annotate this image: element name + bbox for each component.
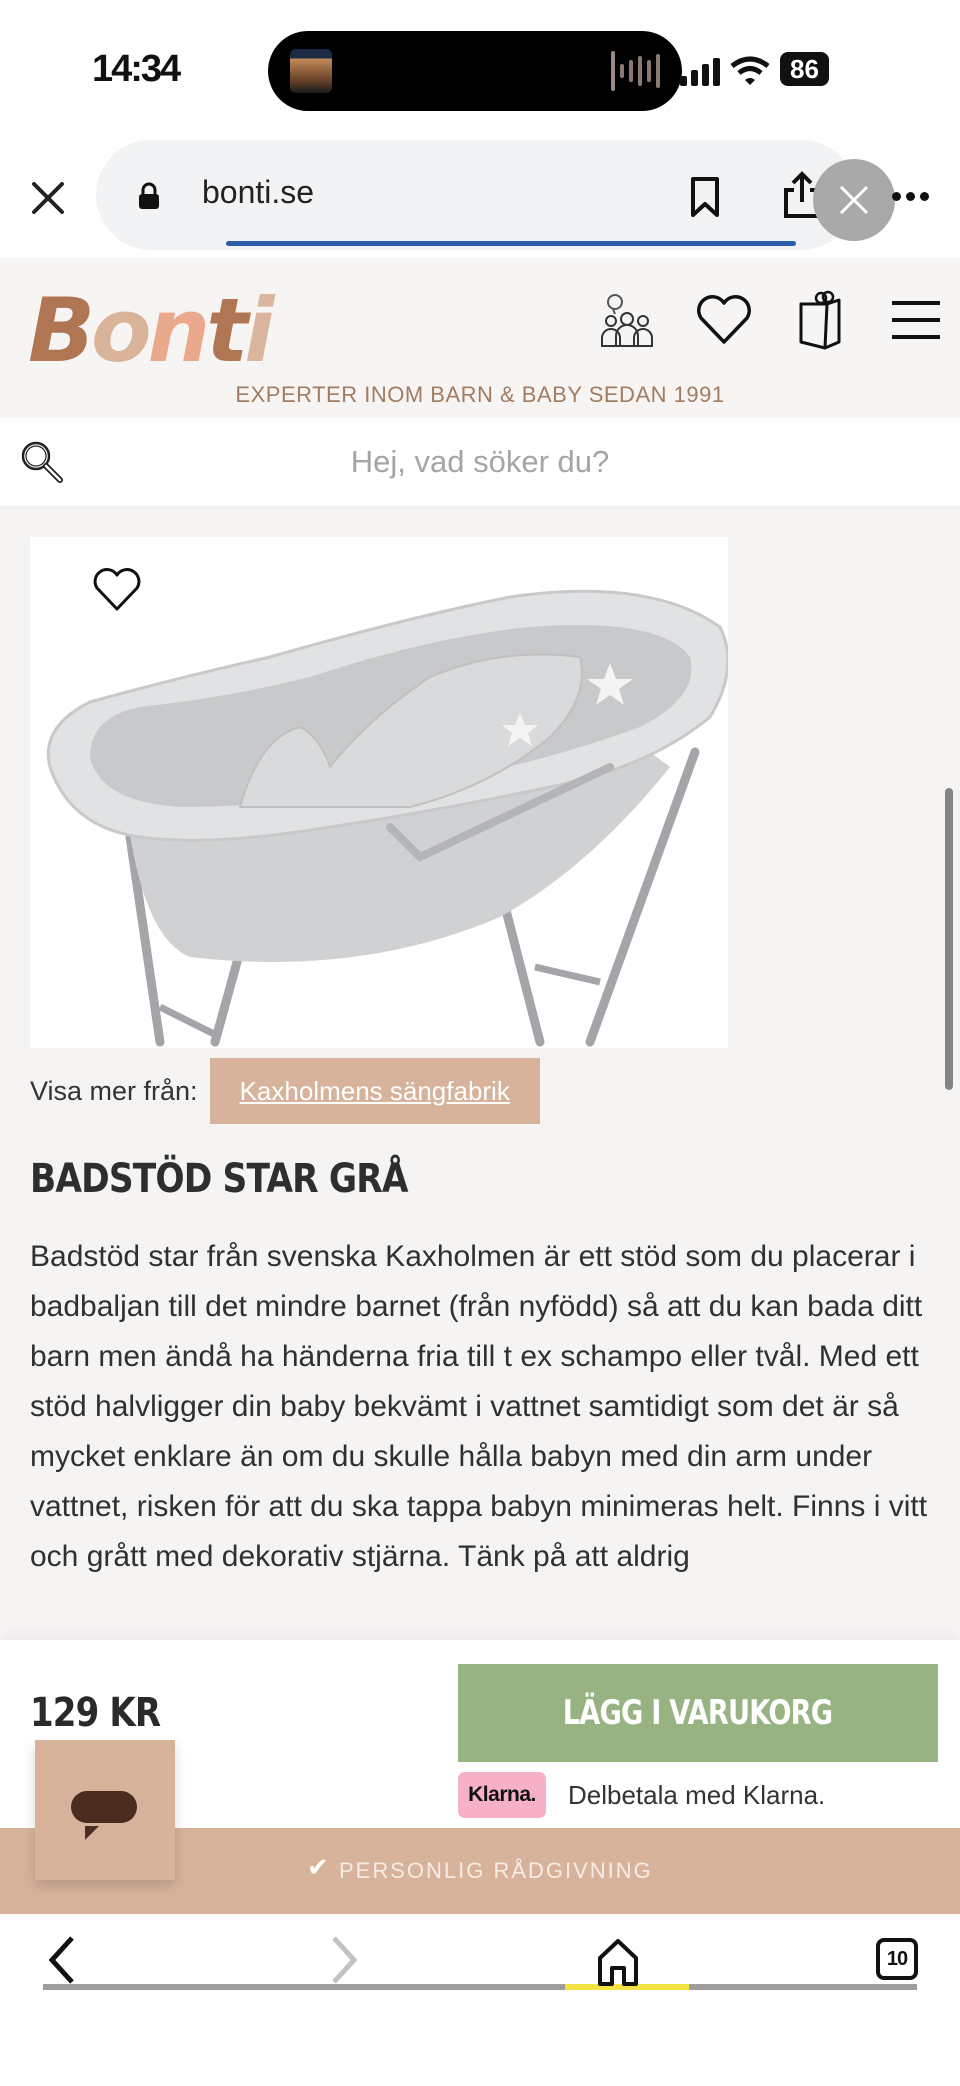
shopping-bag-icon[interactable] bbox=[790, 288, 850, 352]
home-icon[interactable] bbox=[596, 1938, 640, 1986]
product-title: BADSTÖD STAR GRÅ bbox=[30, 1156, 408, 1202]
search-input[interactable] bbox=[80, 434, 880, 490]
brand-label: Visa mer från: bbox=[30, 1075, 198, 1106]
chat-bubble-icon bbox=[71, 1791, 137, 1823]
status-bar bbox=[0, 0, 960, 140]
product-image[interactable] bbox=[30, 537, 728, 1048]
community-icon[interactable] bbox=[598, 288, 658, 352]
hamburger-menu-icon[interactable] bbox=[886, 288, 946, 352]
wifi-icon bbox=[730, 56, 770, 86]
bookmark-icon[interactable] bbox=[690, 176, 720, 218]
brand-row bbox=[30, 1058, 540, 1124]
close-icon bbox=[838, 184, 870, 216]
cellular-signal-icon bbox=[680, 56, 720, 86]
status-time: 14:34 bbox=[92, 48, 180, 90]
chat-button[interactable] bbox=[35, 1740, 175, 1880]
page-scrollbar[interactable] bbox=[945, 788, 953, 1090]
back-arrow-icon[interactable] bbox=[42, 1934, 82, 1986]
audio-waveform-icon bbox=[611, 49, 660, 93]
logo-letter: n bbox=[147, 279, 207, 382]
search-icon[interactable] bbox=[18, 438, 66, 486]
site-tagline: EXPERTER INOM BARN & BABY SEDAN 1991 bbox=[235, 382, 725, 407]
tabs-counter-button[interactable]: 10 bbox=[876, 1938, 918, 1980]
brand-link[interactable]: Kaxholmens sängfabrik bbox=[210, 1058, 540, 1124]
site-header bbox=[0, 258, 960, 418]
product-price: 129 KR bbox=[30, 1690, 161, 1736]
forward-arrow-icon[interactable] bbox=[324, 1934, 364, 1986]
lock-icon bbox=[138, 182, 160, 210]
status-indicators bbox=[680, 52, 829, 86]
bath-tub-illustration bbox=[30, 537, 728, 1048]
product-description: Badstöd star från svenska Kaxholmen är ett stöd som du placerar i badbaljan till det mindre barnet (från nyfödd) så att du kan bada ditt barn men ändå ha händerna fria till t ex schampo eller tvål. Med ett stöd halvligger din baby bekvämt i vattnet samtidigt som det är så mycket enklare än om du skulle hålla babyn med din arm under vattnet, risken för att du ska tappa babyn minimeras helt. Finns i vitt och grått med dekorativ stjärna. Tänk på att aldrig bbox=[30, 1240, 928, 1573]
now-playing-album-art bbox=[290, 49, 332, 93]
logo-letter: i bbox=[244, 279, 271, 382]
klarna-text: Delbetala med Klarna. bbox=[568, 1779, 826, 1810]
page-load-progress bbox=[226, 241, 796, 246]
advice-text: PERSONLIG RÅDGIVNING bbox=[338, 1858, 653, 1883]
url-text[interactable]: bonti.se bbox=[202, 174, 315, 210]
logo-letter: t bbox=[206, 279, 245, 382]
bonti-logo[interactable] bbox=[28, 276, 271, 382]
address-bar[interactable] bbox=[96, 140, 856, 250]
close-browser-icon[interactable] bbox=[28, 178, 68, 218]
battery-indicator: 86 bbox=[780, 52, 829, 86]
logo-letter: B bbox=[28, 279, 92, 382]
klarna-financing[interactable] bbox=[458, 1772, 825, 1818]
klarna-logo: Klarna. bbox=[458, 1772, 546, 1818]
more-options-icon[interactable] bbox=[892, 192, 929, 201]
browser-toolbar bbox=[0, 140, 960, 258]
wishlist-heart-icon[interactable] bbox=[694, 288, 754, 352]
logo-letter: o bbox=[91, 279, 148, 382]
search-bar bbox=[0, 418, 960, 506]
browser-bottom-nav bbox=[0, 1914, 960, 2086]
dynamic-island[interactable] bbox=[268, 31, 682, 111]
chat-bubble-tail bbox=[85, 1826, 99, 1840]
add-to-cart-button[interactable] bbox=[458, 1664, 938, 1762]
nav-indicator-track bbox=[43, 1984, 917, 1990]
add-to-cart-label: LÄGG I VARUKORG bbox=[563, 1693, 833, 1733]
checkmark-icon: ✔ bbox=[307, 1851, 329, 1882]
product-page bbox=[0, 506, 960, 1640]
floating-close-button[interactable] bbox=[813, 159, 895, 241]
favorite-heart-icon[interactable] bbox=[92, 567, 142, 613]
